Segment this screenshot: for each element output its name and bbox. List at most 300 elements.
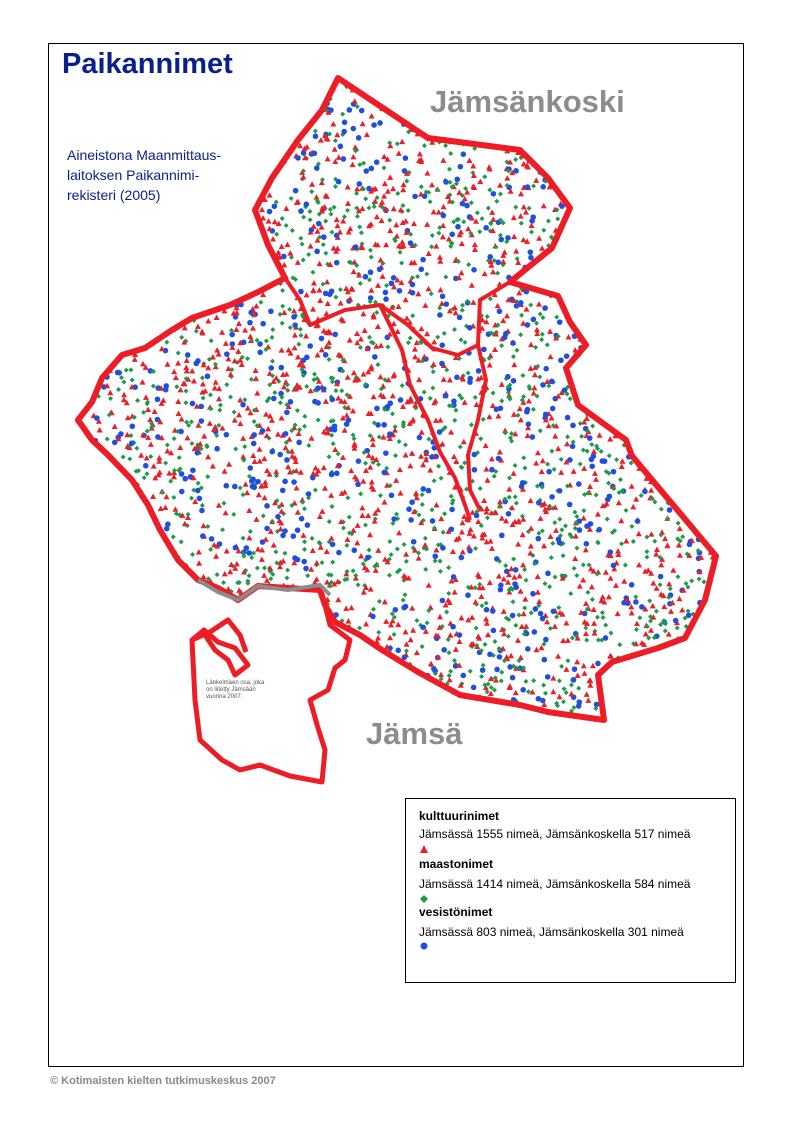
culture-name-mark bbox=[507, 683, 513, 689]
water-name-mark bbox=[374, 159, 380, 165]
culture-name-mark bbox=[261, 456, 267, 462]
culture-name-mark bbox=[156, 455, 162, 461]
legend-desc-water: Jämsässä 803 nimeä, Jämsänkoskella 301 nimeä bbox=[419, 925, 684, 939]
culture-name-mark bbox=[235, 348, 241, 354]
terrain-name-mark bbox=[284, 575, 289, 580]
culture-name-mark bbox=[511, 574, 517, 580]
terrain-name-mark bbox=[190, 552, 195, 557]
terrain-name-mark bbox=[606, 481, 611, 486]
culture-name-mark bbox=[441, 376, 447, 382]
terrain-name-mark bbox=[252, 419, 257, 424]
culture-name-mark bbox=[448, 429, 454, 435]
terrain-name-mark bbox=[460, 303, 465, 308]
terrain-name-mark bbox=[701, 579, 706, 584]
culture-name-mark bbox=[367, 464, 373, 470]
culture-name-mark bbox=[319, 508, 325, 514]
water-name-mark bbox=[247, 465, 253, 471]
water-name-mark bbox=[449, 507, 455, 513]
terrain-name-mark bbox=[189, 441, 194, 446]
culture-name-mark bbox=[670, 567, 676, 573]
culture-name-mark bbox=[548, 534, 554, 540]
water-name-mark bbox=[155, 434, 161, 440]
water-name-mark bbox=[247, 320, 253, 326]
culture-name-mark bbox=[469, 282, 475, 287]
water-name-mark bbox=[307, 343, 313, 349]
culture-name-mark bbox=[533, 177, 539, 183]
terrain-name-mark bbox=[569, 683, 574, 688]
culture-name-mark bbox=[409, 450, 415, 456]
terrain-name-mark bbox=[345, 208, 350, 213]
culture-name-mark bbox=[403, 218, 409, 224]
culture-name-mark bbox=[573, 533, 579, 539]
culture-name-mark bbox=[375, 324, 381, 330]
terrain-name-mark bbox=[387, 218, 392, 223]
culture-name-mark bbox=[555, 653, 561, 659]
culture-name-mark bbox=[382, 599, 388, 605]
water-name-mark bbox=[383, 450, 389, 456]
water-name-mark bbox=[341, 156, 347, 162]
culture-name-mark bbox=[253, 376, 259, 382]
water-name-mark bbox=[178, 429, 184, 435]
terrain-name-mark bbox=[357, 625, 362, 630]
terrain-name-mark bbox=[406, 340, 411, 345]
terrain-name-mark bbox=[241, 536, 246, 541]
water-name-mark bbox=[299, 516, 305, 522]
terrain-name-mark bbox=[200, 375, 205, 380]
water-name-mark bbox=[179, 489, 185, 495]
water-name-mark bbox=[570, 444, 576, 450]
terrain-name-mark bbox=[585, 449, 590, 454]
terrain-name-mark bbox=[514, 348, 519, 353]
culture-name-mark bbox=[348, 468, 354, 474]
water-name-mark bbox=[484, 607, 490, 613]
culture-name-mark bbox=[447, 377, 453, 383]
terrain-name-mark bbox=[141, 410, 146, 415]
culture-name-mark bbox=[318, 544, 324, 550]
water-name-mark bbox=[536, 696, 542, 702]
terrain-name-mark bbox=[478, 486, 483, 491]
terrain-name-mark bbox=[116, 387, 121, 392]
terrain-name-mark bbox=[268, 576, 273, 581]
culture-name-mark bbox=[196, 549, 202, 555]
terrain-name-mark bbox=[323, 251, 328, 256]
culture-name-mark bbox=[184, 357, 190, 363]
culture-name-mark bbox=[453, 459, 459, 465]
water-name-mark bbox=[474, 513, 480, 519]
terrain-name-mark bbox=[546, 383, 551, 388]
culture-name-mark bbox=[679, 607, 685, 613]
culture-name-mark bbox=[345, 184, 351, 190]
culture-name-mark bbox=[303, 333, 309, 339]
water-name-mark bbox=[282, 528, 288, 534]
annexed-area-boundary-top bbox=[192, 620, 246, 652]
place-label-jamsankoski: Jämsänkoski bbox=[430, 84, 625, 119]
water-name-mark bbox=[365, 555, 371, 561]
culture-name-mark bbox=[433, 547, 439, 553]
water-name-mark bbox=[455, 224, 461, 230]
culture-name-mark bbox=[310, 288, 316, 294]
water-name-mark bbox=[658, 574, 664, 580]
culture-name-mark bbox=[144, 455, 150, 461]
culture-name-mark bbox=[431, 339, 437, 345]
water-name-mark bbox=[506, 511, 512, 517]
culture-name-mark bbox=[351, 370, 357, 376]
terrain-name-mark bbox=[302, 547, 307, 552]
culture-name-mark bbox=[556, 694, 562, 700]
terrain-name-mark bbox=[568, 591, 573, 596]
water-name-mark bbox=[264, 503, 270, 509]
culture-name-mark bbox=[584, 691, 590, 697]
water-name-mark bbox=[410, 290, 416, 296]
terrain-name-mark bbox=[614, 457, 619, 462]
culture-name-mark bbox=[364, 132, 370, 138]
terrain-name-mark bbox=[600, 610, 605, 615]
water-name-mark bbox=[525, 646, 531, 652]
terrain-name-mark bbox=[306, 252, 311, 257]
culture-name-mark bbox=[418, 453, 424, 459]
culture-name-mark bbox=[200, 381, 206, 387]
water-name-mark bbox=[316, 221, 322, 227]
culture-name-mark bbox=[272, 219, 278, 225]
terrain-name-mark bbox=[301, 257, 306, 262]
terrain-name-mark bbox=[367, 335, 372, 340]
culture-name-mark bbox=[511, 362, 517, 368]
terrain-name-mark bbox=[280, 321, 285, 326]
water-name-mark bbox=[257, 341, 263, 347]
culture-name-mark bbox=[484, 477, 490, 483]
culture-name-mark bbox=[468, 527, 474, 533]
water-name-mark bbox=[538, 611, 544, 617]
culture-name-mark bbox=[374, 214, 380, 220]
water-name-mark bbox=[409, 499, 415, 505]
terrain-name-mark bbox=[304, 384, 309, 389]
culture-name-mark bbox=[477, 179, 483, 185]
culture-name-mark bbox=[500, 259, 506, 265]
culture-name-mark bbox=[459, 520, 465, 526]
terrain-name-mark bbox=[516, 413, 521, 418]
culture-name-mark bbox=[648, 531, 654, 537]
culture-name-mark bbox=[314, 560, 320, 566]
culture-name-mark bbox=[550, 675, 556, 681]
culture-name-mark bbox=[496, 573, 502, 579]
terrain-name-mark bbox=[663, 628, 668, 633]
terrain-name-mark bbox=[644, 555, 649, 560]
terrain-name-mark bbox=[571, 439, 576, 444]
terrain-name-mark bbox=[435, 335, 440, 340]
culture-name-mark bbox=[495, 413, 501, 419]
terrain-name-mark bbox=[538, 312, 543, 317]
culture-name-mark bbox=[191, 378, 197, 384]
water-name-mark bbox=[296, 440, 302, 446]
water-name-mark bbox=[443, 393, 449, 399]
culture-name-mark bbox=[300, 532, 306, 538]
terrain-name-mark bbox=[295, 408, 300, 413]
source-line: Aineistona Maanmittaus- bbox=[67, 147, 222, 163]
terrain-name-mark bbox=[313, 129, 318, 134]
water-name-mark bbox=[330, 542, 336, 548]
culture-name-mark bbox=[332, 146, 338, 152]
culture-name-mark bbox=[654, 585, 660, 591]
culture-name-mark bbox=[329, 535, 335, 541]
terrain-name-mark bbox=[297, 427, 302, 432]
terrain-name-mark bbox=[463, 340, 468, 345]
culture-name-mark bbox=[228, 371, 234, 377]
terrain-name-mark bbox=[387, 573, 392, 578]
culture-name-mark bbox=[336, 154, 342, 160]
source-note bbox=[67, 145, 221, 205]
culture-name-mark bbox=[615, 611, 621, 617]
culture-name-mark bbox=[536, 599, 542, 605]
culture-name-mark bbox=[184, 435, 190, 441]
water-name-mark bbox=[371, 122, 377, 128]
water-name-mark bbox=[312, 150, 318, 156]
terrain-name-mark bbox=[446, 591, 451, 596]
water-name-mark bbox=[483, 225, 489, 231]
water-name-mark bbox=[527, 249, 533, 255]
water-name-mark bbox=[557, 319, 563, 325]
water-name-mark bbox=[441, 213, 447, 219]
culture-name-mark bbox=[295, 259, 301, 265]
terrain-name-mark bbox=[358, 281, 363, 286]
water-name-mark bbox=[115, 370, 121, 376]
terrain-name-mark bbox=[330, 560, 335, 565]
culture-name-mark bbox=[489, 456, 495, 462]
culture-name-mark bbox=[289, 453, 295, 459]
culture-name-mark bbox=[314, 194, 320, 200]
water-name-mark bbox=[205, 373, 211, 379]
culture-name-mark bbox=[654, 547, 660, 553]
culture-name-mark bbox=[236, 412, 242, 418]
terrain-name-mark bbox=[549, 449, 554, 454]
culture-name-mark bbox=[393, 222, 399, 228]
water-name-mark bbox=[441, 647, 447, 653]
culture-name-mark bbox=[520, 532, 526, 538]
water-name-mark bbox=[594, 702, 600, 708]
culture-name-mark bbox=[558, 469, 564, 475]
annexed-area-note bbox=[206, 680, 264, 701]
terrain-name-mark bbox=[444, 610, 449, 615]
water-name-mark bbox=[223, 483, 229, 489]
terrain-name-mark bbox=[241, 492, 246, 497]
terrain-name-mark bbox=[607, 453, 612, 458]
culture-name-mark bbox=[369, 113, 375, 119]
terrain-name-mark bbox=[264, 338, 269, 343]
terrain-name-mark bbox=[492, 639, 497, 644]
water-name-mark bbox=[510, 340, 516, 346]
culture-name-mark bbox=[360, 121, 366, 127]
culture-name-mark bbox=[350, 408, 356, 414]
water-name-mark bbox=[491, 628, 497, 634]
water-name-mark bbox=[551, 608, 557, 614]
water-name-mark bbox=[667, 507, 673, 513]
terrain-name-mark bbox=[519, 221, 524, 226]
water-name-mark bbox=[279, 365, 285, 371]
terrain-name-mark bbox=[466, 262, 471, 267]
terrain-name-mark bbox=[527, 206, 532, 211]
water-name-mark bbox=[489, 467, 495, 473]
culture-name-mark bbox=[515, 260, 521, 266]
terrain-name-mark bbox=[351, 432, 356, 437]
culture-name-mark bbox=[253, 303, 259, 309]
culture-name-mark bbox=[431, 209, 437, 215]
culture-name-mark bbox=[541, 543, 547, 549]
terrain-name-mark bbox=[399, 261, 404, 266]
culture-name-mark bbox=[350, 162, 356, 168]
culture-name-mark bbox=[334, 217, 340, 223]
terrain-name-mark bbox=[404, 179, 409, 184]
water-name-mark bbox=[536, 536, 542, 542]
terrain-name-mark bbox=[436, 231, 441, 236]
culture-name-mark bbox=[418, 326, 424, 332]
culture-name-mark bbox=[266, 218, 272, 224]
culture-name-mark bbox=[296, 431, 302, 437]
culture-name-mark bbox=[438, 287, 444, 293]
culture-name-mark bbox=[253, 516, 259, 522]
terrain-name-mark bbox=[581, 562, 586, 567]
water-name-mark bbox=[525, 184, 531, 190]
water-name-mark bbox=[243, 545, 249, 551]
culture-name-mark bbox=[284, 371, 290, 377]
terrain-name-mark bbox=[217, 408, 222, 413]
terrain-name-mark bbox=[209, 338, 214, 343]
terrain-name-mark bbox=[493, 244, 498, 249]
terrain-name-mark bbox=[608, 631, 613, 636]
water-name-mark bbox=[232, 484, 238, 490]
terrain-name-mark bbox=[529, 230, 534, 235]
culture-name-mark bbox=[338, 300, 344, 306]
culture-name-mark bbox=[252, 459, 258, 465]
culture-name-mark bbox=[387, 635, 393, 641]
culture-name-mark bbox=[563, 666, 569, 672]
terrain-name-mark bbox=[507, 495, 512, 500]
culture-name-mark bbox=[393, 477, 399, 483]
culture-name-mark bbox=[214, 314, 220, 320]
culture-name-mark bbox=[311, 223, 317, 229]
copyright-notice: © Kotimaisten kielten tutkimuskeskus 2007 bbox=[50, 1075, 276, 1087]
culture-name-mark bbox=[368, 287, 374, 293]
terrain-name-mark bbox=[333, 295, 338, 300]
culture-name-mark bbox=[426, 251, 432, 256]
terrain-name-mark bbox=[331, 441, 336, 446]
culture-name-mark bbox=[325, 156, 331, 162]
water-name-mark bbox=[633, 599, 639, 605]
culture-name-mark bbox=[495, 303, 501, 309]
water-name-mark bbox=[381, 470, 387, 476]
culture-name-mark bbox=[453, 646, 459, 652]
water-name-mark bbox=[377, 266, 383, 272]
water-name-mark bbox=[511, 378, 517, 384]
culture-name-mark bbox=[458, 615, 464, 621]
water-name-mark bbox=[342, 119, 348, 125]
terrain-name-mark bbox=[340, 112, 345, 117]
terrain-name-mark bbox=[578, 421, 583, 426]
culture-name-mark bbox=[458, 229, 464, 235]
culture-name-mark bbox=[661, 604, 667, 610]
terrain-name-mark bbox=[416, 512, 421, 517]
culture-name-mark bbox=[445, 597, 451, 603]
terrain-name-mark bbox=[572, 566, 577, 571]
culture-name-mark bbox=[416, 377, 422, 383]
terrain-name-mark bbox=[469, 200, 474, 205]
terrain-name-mark bbox=[553, 575, 558, 580]
terrain-name-mark bbox=[675, 625, 680, 630]
terrain-name-mark bbox=[352, 436, 357, 441]
terrain-name-mark bbox=[452, 658, 457, 663]
culture-name-mark bbox=[326, 339, 332, 345]
culture-name-mark bbox=[205, 365, 211, 371]
water-name-mark bbox=[530, 434, 536, 440]
culture-name-mark bbox=[256, 446, 262, 452]
culture-name-mark bbox=[362, 328, 368, 334]
culture-name-mark bbox=[470, 163, 476, 169]
terrain-name-mark bbox=[341, 525, 346, 530]
terrain-name-mark bbox=[549, 555, 554, 560]
terrain-name-mark bbox=[403, 442, 408, 447]
terrain-name-mark bbox=[376, 630, 381, 635]
water-name-mark bbox=[536, 500, 542, 506]
water-name-mark bbox=[392, 607, 398, 613]
note-line: Länkelmäen osa, joka bbox=[206, 680, 265, 686]
terrain-name-mark bbox=[433, 558, 438, 563]
terrain-name-mark bbox=[583, 625, 588, 630]
water-name-mark bbox=[635, 518, 641, 524]
water-name-mark bbox=[584, 523, 590, 529]
terrain-name-mark bbox=[309, 189, 314, 194]
terrain-name-mark bbox=[164, 340, 169, 345]
terrain-name-mark bbox=[499, 678, 504, 683]
terrain-name-mark bbox=[298, 327, 303, 332]
terrain-name-mark bbox=[498, 192, 503, 197]
culture-name-mark bbox=[175, 360, 181, 366]
water-name-mark bbox=[329, 397, 335, 403]
terrain-name-mark bbox=[121, 454, 126, 459]
legend-title-water: vesistönimet bbox=[419, 905, 493, 919]
culture-name-mark bbox=[440, 157, 446, 163]
terrain-name-mark bbox=[124, 368, 129, 373]
culture-name-mark bbox=[226, 461, 232, 467]
culture-name-mark bbox=[548, 354, 554, 360]
terrain-name-mark bbox=[432, 478, 437, 483]
terrain-name-mark bbox=[135, 398, 140, 403]
culture-name-mark bbox=[332, 447, 338, 453]
culture-name-mark bbox=[591, 620, 597, 626]
culture-name-mark bbox=[520, 562, 526, 568]
water-name-mark bbox=[129, 423, 135, 429]
culture-name-mark bbox=[347, 337, 353, 343]
culture-name-mark bbox=[396, 303, 402, 309]
terrain-name-mark bbox=[261, 513, 266, 518]
culture-name-mark bbox=[603, 569, 609, 575]
water-name-mark bbox=[233, 545, 239, 551]
water-name-mark bbox=[369, 166, 375, 172]
water-name-mark bbox=[471, 267, 477, 273]
culture-name-mark bbox=[351, 269, 357, 275]
terrain-name-mark bbox=[446, 637, 451, 642]
terrain-name-mark bbox=[298, 333, 303, 338]
terrain-name-mark bbox=[328, 212, 333, 217]
terrain-name-mark bbox=[357, 224, 362, 229]
water-name-mark bbox=[383, 296, 389, 302]
culture-name-mark bbox=[523, 306, 529, 312]
water-name-mark bbox=[363, 168, 369, 174]
terrain-name-mark bbox=[644, 535, 649, 540]
water-name-mark bbox=[457, 632, 463, 638]
water-name-mark bbox=[246, 550, 252, 556]
culture-name-mark bbox=[460, 549, 466, 555]
water-name-mark bbox=[459, 555, 465, 561]
culture-name-mark bbox=[222, 571, 228, 577]
culture-name-mark bbox=[205, 318, 211, 324]
